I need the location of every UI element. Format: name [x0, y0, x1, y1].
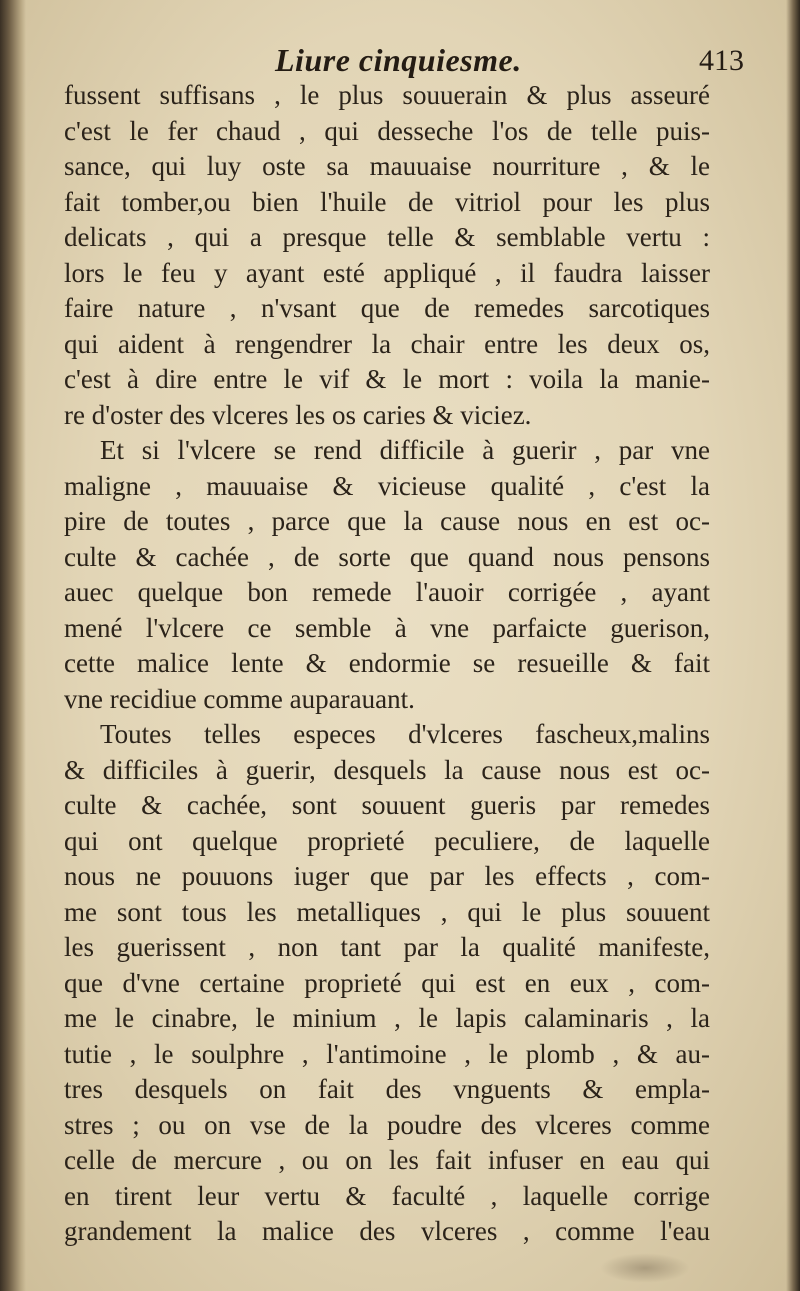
text-line: maligne , mauuaise & vicieuse qualité , c'est la	[64, 470, 710, 501]
text-line: grandement la malice des vlceres , comme l'eau	[64, 1216, 710, 1246]
text-line: que d'vne certaine proprieté qui est en eux , com-	[64, 967, 710, 998]
page-number: 413	[699, 44, 744, 77]
text-line: cette malice lente & endormie se resueille & fait	[64, 648, 710, 678]
text-line: culte & cachée, sont souuent gueris par remedes	[64, 790, 710, 820]
text-line: mené l'vlcere ce semble à vne parfaicte guerison,	[64, 612, 710, 643]
text-line: sance, qui luy oste sa mauuaise nourriture , & le	[64, 151, 710, 181]
paragraph-start-line: Et si l'vlcere se rend difficile à guerir , par vne	[100, 435, 710, 465]
paragraph-start-line: Toutes telles especes d'vlceres fascheux,malins	[100, 719, 710, 749]
running-header	[60, 40, 750, 82]
text-line: les guerissent , non tant par la qualité manifeste,	[64, 932, 710, 962]
page-edge	[786, 0, 800, 1291]
text-line: re d'oster des vlceres les os caries & viciez.	[64, 399, 532, 430]
text-line: stres ; ou on vse de la poudre des vlceres comme	[64, 1109, 710, 1140]
text-line: culte & cachée , de sorte que quand nous pensons	[64, 541, 710, 572]
binding-gutter	[0, 0, 26, 1291]
paper-stain	[600, 1253, 690, 1283]
text-line: & difficiles à guerir, desquels la cause nous est oc-	[64, 754, 710, 785]
body-text	[64, 78, 710, 1250]
text-line: en tirent leur vertu & faculté , laquelle corrige	[64, 1180, 710, 1211]
text-line: delicats , qui a presque telle & semblable vertu :	[64, 222, 710, 252]
text-line: fait tomber,ou bien l'huile de vitriol pour les plus	[64, 186, 710, 217]
text-line: qui ont quelque proprieté peculiere, de laquelle	[64, 825, 710, 856]
running-title: Liure cinquiesme.	[275, 42, 522, 78]
text-line: tres desquels on fait des vnguents & empla-	[64, 1074, 710, 1104]
text-line: tutie , le soulphre , l'antimoine , le plomb , & au-	[64, 1038, 710, 1069]
text-line: faire nature , n'vsant que de remedes sarcotiques	[64, 293, 710, 323]
text-line: me le cinabre, le minium , le lapis calaminaris , la	[64, 1003, 710, 1033]
text-line: lors le feu y ayant esté appliqué , il faudra laisser	[64, 257, 710, 288]
text-line: c'est à dire entre le vif & le mort : voila la manie-	[64, 364, 710, 394]
text-line: nous ne pouuons iuger que par les effects , com-	[64, 861, 710, 891]
text-line: vne recidiue comme auparauant.	[64, 683, 415, 714]
text-line: auec quelque bon remede l'auoir corrigée , ayant	[64, 577, 710, 607]
text-line: fussent suffisans , le plus souuerain & plus asseuré	[64, 80, 710, 110]
text-line: pire de toutes , parce que la cause nous en est oc-	[64, 506, 710, 536]
text-line: qui aident à rengendrer la chair entre les deux os,	[64, 328, 710, 359]
text-line: c'est le fer chaud , qui desseche l'os de telle puis-	[64, 115, 710, 146]
text-line: celle de mercure , ou on les fait infuser en eau qui	[64, 1145, 710, 1175]
text-line: me sont tous les metalliques , qui le plus souuent	[64, 896, 710, 927]
